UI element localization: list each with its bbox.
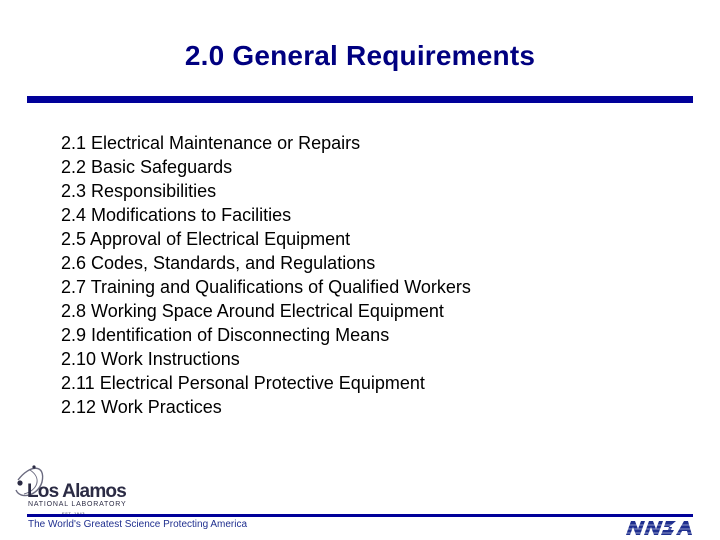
footer-tagline: The World's Greatest Science Protecting America (28, 519, 248, 530)
nnsa-logo-icon (624, 518, 696, 538)
list-item: 2.9 Identification of Disconnecting Means (61, 325, 390, 345)
list-item: 2.7 Training and Qualifications of Qualified Workers (61, 277, 471, 297)
list-item: 2.5 Approval of Electrical Equipment (61, 229, 351, 249)
requirements-list (61, 131, 471, 419)
list-item: 2.4 Modifications to Facilities (61, 205, 292, 225)
logo-name: Los Alamos (27, 481, 126, 502)
list-item: 2.10 Work Instructions (61, 349, 240, 369)
list-item: 2.3 Responsibilities (61, 181, 217, 201)
title-divider (27, 96, 693, 103)
slide-title: 2.0 General Requirements (184, 40, 536, 71)
footer-divider (27, 514, 693, 517)
list-item: 2.2 Basic Safeguards (61, 157, 233, 177)
list-item: 2.11 Electrical Personal Protective Equipment (61, 373, 425, 393)
list-item: 2.8 Working Space Around Electrical Equipment (61, 301, 444, 321)
list-item: 2.12 Work Practices (61, 397, 222, 417)
list-item: 2.1 Electrical Maintenance or Repairs (61, 133, 361, 153)
list-item: 2.6 Codes, Standards, and Regulations (61, 253, 376, 273)
logo-subtitle: NATIONAL LABORATORY (28, 501, 127, 508)
